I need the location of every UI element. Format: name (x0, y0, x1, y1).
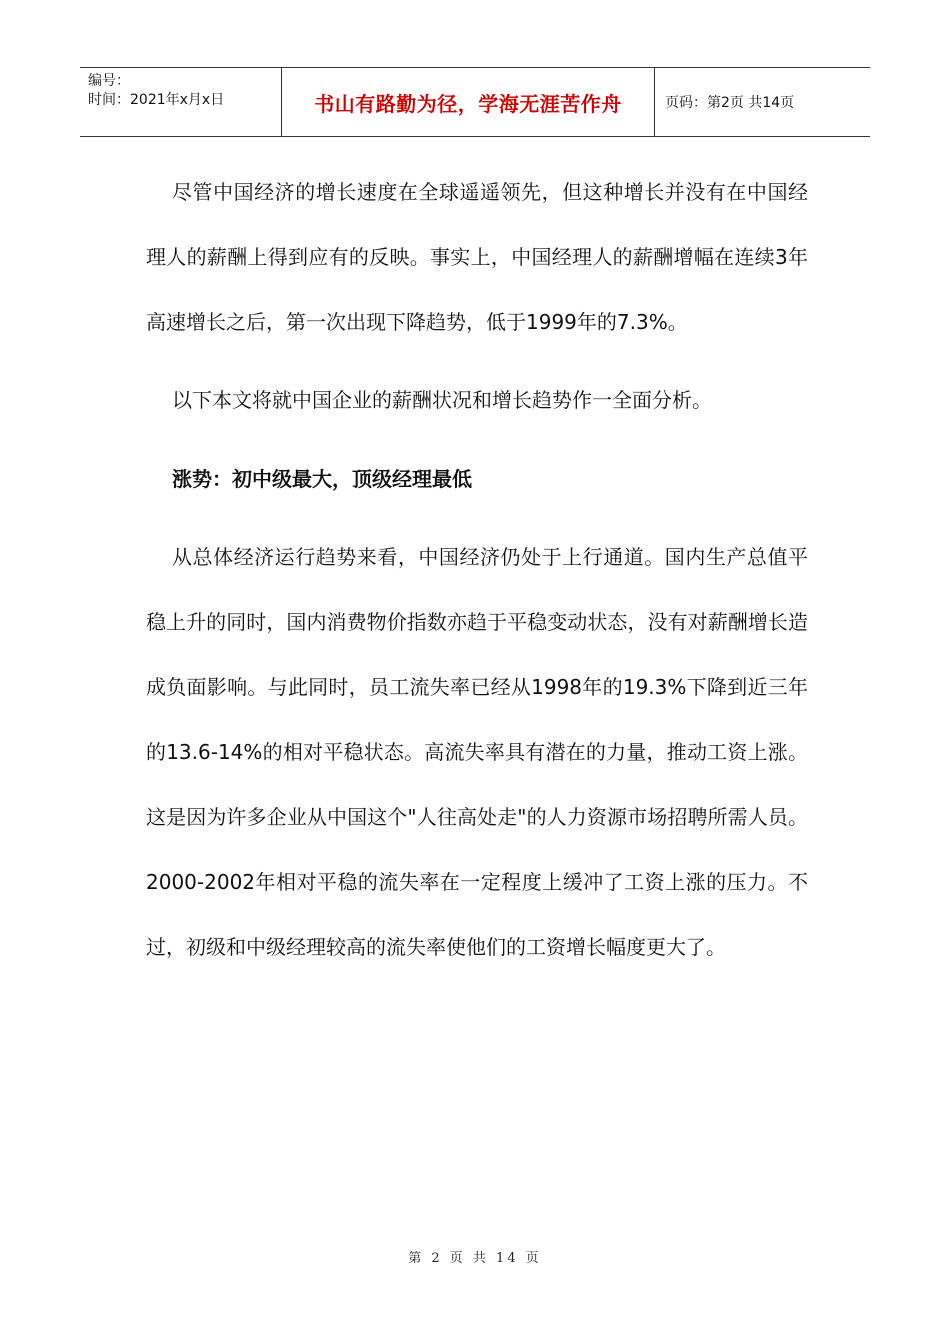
header-motto: 书山有路勤为径，学海无涯苦作舟 (282, 68, 655, 136)
document-time-label: 时间：2021年x月x日 (88, 92, 225, 108)
body-paragraph-1: 尽管中国经济的增长速度在全球遥遥领先，但这种增长并没有在中国经理人的薪酬上得到应有的反映。事实上，中国经理人的薪酬增幅在连续3年高速增长之后，第一次出现下降趋势，低于1999年的7.3%。 (146, 180, 808, 334)
page-header (80, 67, 870, 137)
header-meta-cell (80, 68, 282, 136)
body-paragraph-2: 以下本文将就中国企业的薪酬状况和增长趋势作一全面分析。 (172, 388, 712, 412)
body-paragraph-3: 从总体经济运行趋势来看，中国经济仍处于上行通道。国内生产总值平稳上升的同时，国内消费物价指数亦趋于平稳变动状态，没有对薪酬增长造成负面影响。与此同时，员工流失率已经从1998年的19.3%下降到近三年的13.6-14%的相对平稳状态。高流失率具有潜在的力量，推动工资上涨。这是因为许多企业从中国这个"人往高处走"的人力资源市场招聘所需人员。2000-2002年相对平稳的流失率在一定程度上缓冲了工资上涨的压力。不过，初级和中级经理较高的流失率使他们的工资增长幅度更大了。 (146, 545, 808, 959)
document-body (146, 160, 808, 980)
document-number-label: 编号： (88, 73, 130, 89)
header-page-indicator: 页码：第2页 共14页 (665, 95, 795, 111)
page-footer: 第 2 页 共 14 页 (408, 1251, 542, 1266)
section-heading: 涨势：初中级最大，顶级经理最低 (172, 467, 472, 491)
